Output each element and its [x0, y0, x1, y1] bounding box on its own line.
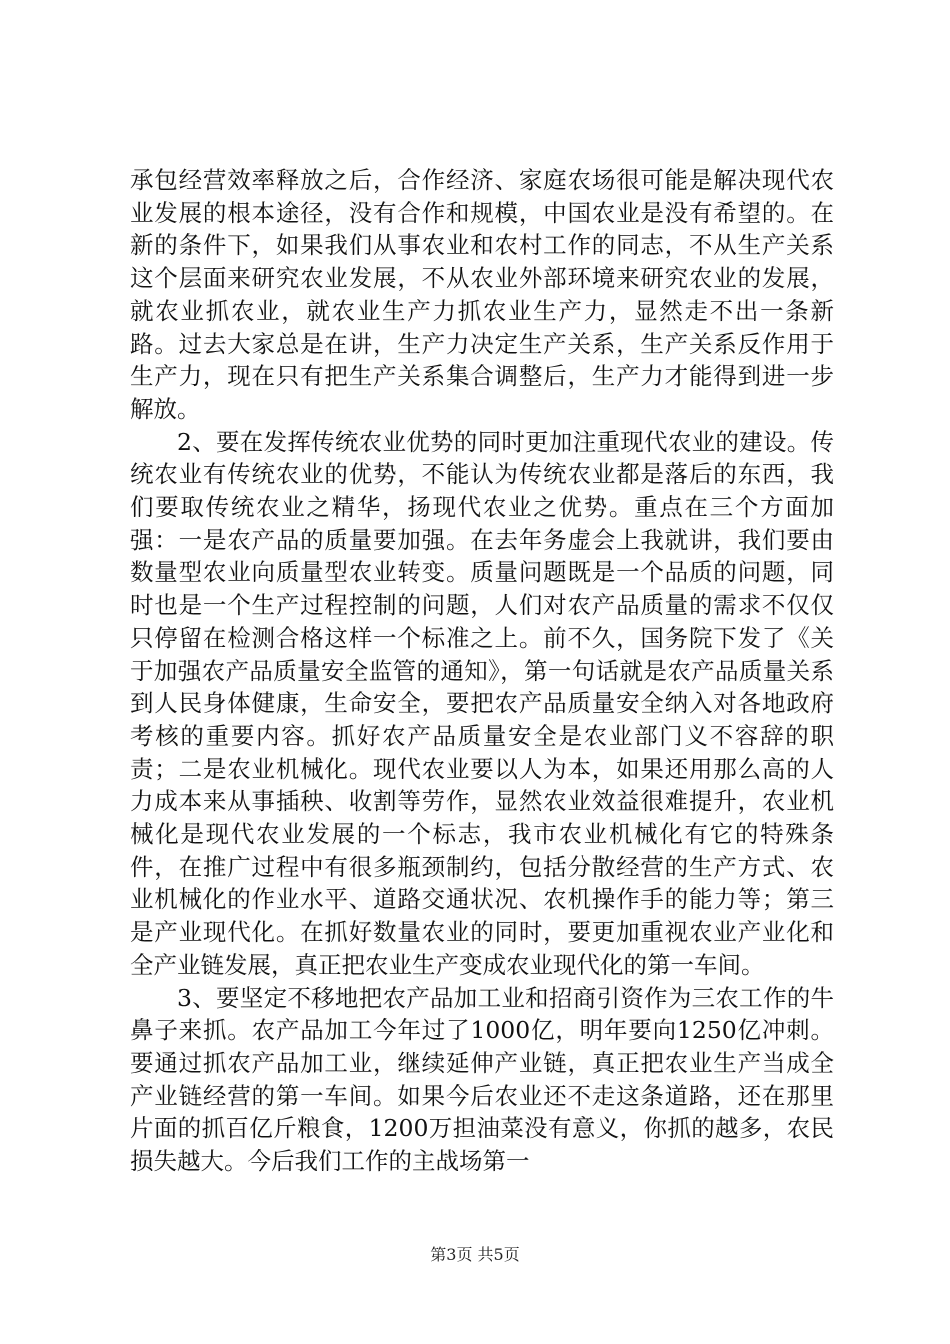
page-footer: 第3页 共5页: [430, 1245, 520, 1264]
paragraph-1: 承包经营效率释放之后，合作经济、家庭农场很可能是解决现代农业发展的根本途径，没有合作和规模，中国农业是没有希望的。在新的条件下，如果我们从事农业和农村工作的同志，不从生产关系这个层面来研究农业发展，不从农业外部环境来研究农业的发展，就农业抓农业，就农业生产力抓农业生产力，显然走不出一条新路。过去大家总是在讲，生产力决定生产关系，生产关系反作用于生产力，现在只有把生产关系集合调整后，生产力才能得到进一步解放。: [130, 166, 834, 423]
paragraph-2: 2、要在发挥传统农业优势的同时更加注重现代农业的建设。传统农业有传统农业的优势，不能认为传统农业都是落后的东西，我们要取传统农业之精华，扬现代农业之优势。重点在三个方面加强：一是农产品的质量要加强。在去年务虚会上我就讲，我们要由数量型农业向质量型农业转变。质量问题既是一个品质的问题，同时也是一个生产过程控制的问题，人们对农产品质量的需求不仅仅只停留在检测合格这样一个标准之上。前不久，国务院下发了《关于加强农产品质量安全监管的通知》，第一句话就是农产品质量关系到人民身体健康，生命安全，要把农产品质量安全纳入对各地政府考核的重要内容。抓好农产品质量安全是农业部门义不容辞的职责；二是农业机械化。现代农业要以人为本，如果还用那么高的人力成本来从事插秧、收割等劳作，显然农业效益很难提升，农业机械化是现代农业发展的一个标志，我市农业机械化有它的特殊条件，在推广过程中有很多瓶颈制约，包括分散经营的生产方式、农业机械化的作业水平、道路交通状况、农机操作手的能力等；第三是产业现代化。在抓好数量农业的同时，要更加重视农业产业化和全产业链发展，真正把农业生产变成农业现代化的第一车间。: [130, 427, 834, 979]
body-text: [130, 164, 834, 1178]
paragraph-3: 3、要坚定不移地把农产品加工业和招商引资作为三农工作的牛鼻子来抓。农产品加工今年过了1000亿，明年要向1250亿冲刺。要通过抓农产品加工业，继续延伸产业链，真正把农业生产当成全产业链经营的第一车间。如果今后农业还不走这条道路，还在那里片面的抓百亿斤粮食，1200万担油菜没有意义，你抓的越多，农民损失越大。今后我们工作的主战场第一: [130, 983, 834, 1176]
